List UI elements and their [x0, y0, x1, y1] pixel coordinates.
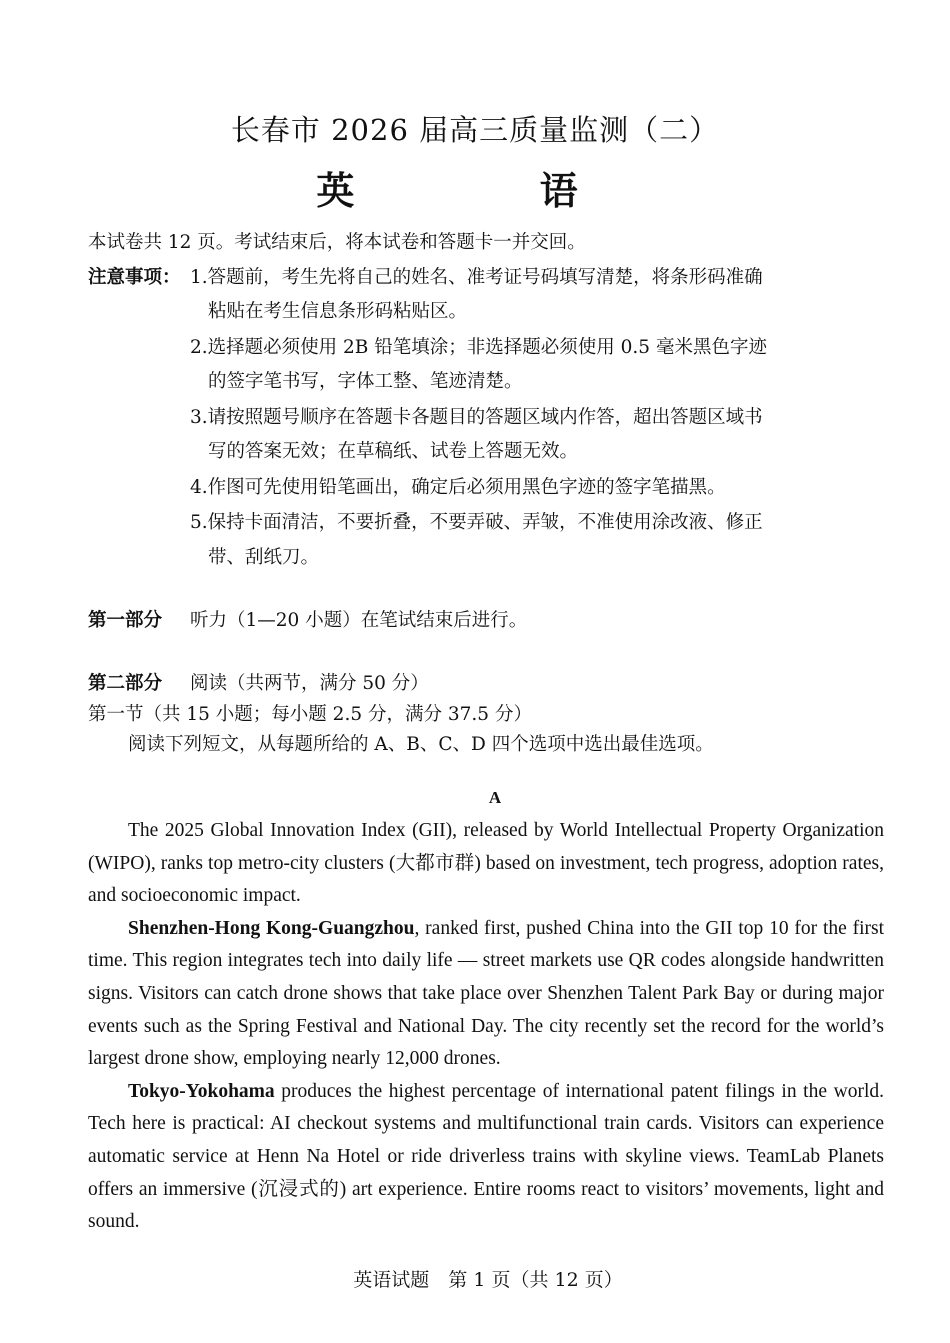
passage-label: A [488, 788, 502, 807]
note-5-line-1: 5.保持卡面清洁，不要折叠，不要弄破、弄皱，不准使用涂改液、修正 [190, 512, 763, 533]
exam-subject: 英 语 [316, 168, 634, 213]
passage-paragraph-3 [88, 1076, 884, 1239]
city-name-shenzhen: Shenzhen-Hong Kong-Guangzhou [128, 917, 415, 939]
paragraph-3-text: produces the highest percentage of international patent filings in the world. Tech here is practical: AI checkout systems and multifunctional train cards. Visitors can experience automatic service at Henn Na Hotel or ride driverless trains with skyline views. TeamLab Planets offers an immersive (沉浸式的) art experience. Entire rooms react to visitors’ movements, light and sound. [88, 1080, 884, 1233]
note-3-line-2: 写的答案无效；在草稿纸、试卷上答题无效。 [208, 441, 579, 462]
notes-label: 注意事项： [88, 267, 181, 288]
reading-instruction: 阅读下列短文，从每题所给的 A、B、C、D 四个选项中选出最佳选项。 [128, 734, 714, 755]
passage-a [88, 815, 884, 1239]
exam-title: 长春市 2026 届高三质量监测（二） [230, 113, 720, 147]
section1-header: 第一节（共 15 小题；每小题 2.5 分，满分 37.5 分） [88, 704, 532, 725]
passage-paragraph-1: The 2025 Global Innovation Index (GII), released by World Intellectual Property Organization (WIPO), ranks top metro-city clusters (大都市群) based on investment, tech progress, adoption rates, and socioeconomic impact. [88, 820, 884, 907]
part2-text: 阅读（共两节，满分 50 分） [190, 673, 429, 694]
part1-text: 听力（1—20 小题）在笔试结束后进行。 [190, 610, 528, 631]
exam-info: 本试卷共 12 页。考试结束后，将本试卷和答题卡一并交回。 [88, 232, 586, 253]
paragraph-2-text: , ranked first, pushed China into the GII top 10 for the first time. This region integrates tech into daily life — street markets use QR codes alongside handwritten signs. Visitors can catch drone shows that take place over Shenzhen Talent Park Bay or during major events such as the Spring Festival and National Day. The city recently set the record for the world’s largest drone show, employing nearly 12,000 drones. [88, 917, 885, 1070]
note-4-line-1: 4.作图可先使用铅笔画出，确定后必须用黑色字迹的签字笔描黑。 [190, 477, 726, 498]
part2-label: 第二部分 [88, 673, 163, 694]
part1-label: 第一部分 [88, 610, 163, 631]
page-footer: 英语试题 第 1 页（共 12 页） [353, 1269, 623, 1291]
note-1-line-1: 1.答题前，考生先将自己的姓名、准考证号码填写清楚，将条形码准确 [190, 267, 763, 288]
passage-paragraph-2 [88, 913, 884, 1076]
city-name-tokyo: Tokyo-Yokohama [128, 1080, 275, 1102]
note-2-line-2: 的签字笔书写，字体工整、笔迹清楚。 [208, 371, 523, 392]
note-2-line-1: 2.选择题必须使用 2B 铅笔填涂；非选择题必须使用 0.5 毫米黑色字迹 [190, 337, 767, 358]
note-5-line-2: 带、刮纸刀。 [208, 547, 320, 568]
note-1-line-2: 粘贴在考生信息条形码粘贴区。 [208, 301, 468, 322]
note-3-line-1: 3.请按照题号顺序在答题卡各题目的答题区域内作答，超出答题区域书 [190, 407, 763, 428]
